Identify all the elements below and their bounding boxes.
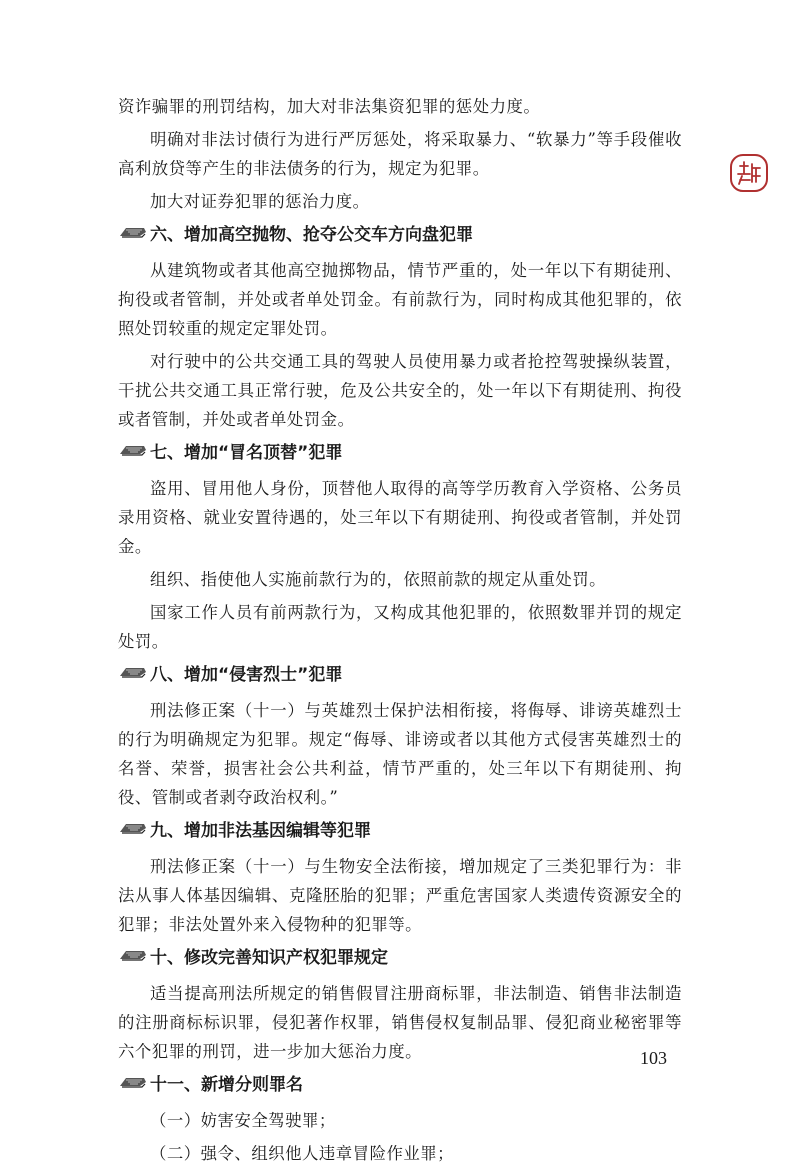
section-heading-text: 八、增加“侵害烈士”犯罪 xyxy=(150,665,343,685)
page-number: 103 xyxy=(640,1048,667,1068)
section-heading-text: 十一、新增分则罪名 xyxy=(150,1075,303,1095)
paragraph: 组织、指使他人实施前款行为的，依照前款的规定从重处罚。 xyxy=(150,570,607,589)
section-heading-text: 六、增加高空抛物、抢夺公交车方向盘犯罪 xyxy=(150,225,473,245)
book-pen-icon xyxy=(118,660,150,690)
section-heading xyxy=(118,220,682,250)
paragraph: 刑法修正案（十一）与英雄烈士保护法相衔接，将侮辱、诽谤英雄烈士的行为明确规定为犯罪。规定“侮辱、诽谤或者以其他方式侵害英雄烈士的名誉、荣誉，损害社会公共利益，情节严重的，处三年以下有期徒刑、拘役、管制或者剥夺政治权利。” xyxy=(118,701,682,807)
book-pen-icon xyxy=(118,438,150,468)
paragraph: （一）妨害安全驾驶罪； xyxy=(150,1111,336,1130)
paragraph: 从建筑物或者其他高空抛掷物品，情节严重的，处一年以下有期徒刑、拘役或者管制，并处或者单处罚金。有前款行为，同时构成其他犯罪的，依照处罚较重的规定定罪处罚。 xyxy=(118,261,682,338)
paragraph: 刑法修正案（十一）与生物安全法衔接，增加规定了三类犯罪行为：非法从事人体基因编辑、克隆胚胎的犯罪；严重危害国家人类遗传资源安全的犯罪；非法处置外来入侵物种的犯罪等。 xyxy=(118,857,682,934)
paragraph: 明确对非法讨债行为进行严厉惩处，将采取暴力、“软暴力”等手段催收高利放贷等产生的非法债务的行为，规定为犯罪。 xyxy=(118,130,682,178)
section-heading xyxy=(118,1070,682,1100)
page-body xyxy=(118,92,682,1172)
book-pen-icon xyxy=(118,1070,150,1100)
book-pen-icon xyxy=(118,220,150,250)
section-heading xyxy=(118,438,682,468)
paragraph: 盗用、冒用他人身份，顶替他人取得的高等学历教育入学资格、公务员录用资格、就业安置待遇的，处三年以下有期徒刑、拘役或者管制，并处罚金。 xyxy=(118,479,682,556)
paragraph: 加大对证券犯罪的惩治力度。 xyxy=(150,192,370,211)
section-heading-text: 九、增加非法基因编辑等犯罪 xyxy=(150,821,371,841)
paragraph: 资诈骗罪的刑罚结构，加大对非法集资犯罪的惩处力度。 xyxy=(118,97,541,116)
section-heading xyxy=(118,660,682,690)
section-heading-text: 七、增加“冒名顶替”犯罪 xyxy=(150,443,343,463)
book-pen-icon xyxy=(118,943,150,973)
paragraph: 适当提高刑法所规定的销售假冒注册商标罪，非法制造、销售非法制造的注册商标标识罪，侵犯著作权罪，销售侵权复制品罪、侵犯商业秘密罪等六个犯罪的刑罚，进一步加大惩治力度。 xyxy=(118,984,682,1061)
section-heading xyxy=(118,816,682,846)
paragraph: 国家工作人员有前两款行为，又构成其他犯罪的，依照数罪并罚的规定处罚。 xyxy=(118,603,682,651)
paragraph: （二）强令、组织他人违章冒险作业罪； xyxy=(150,1144,455,1163)
section-heading xyxy=(118,943,682,973)
paragraph: 对行驶中的公共交通工具的驾驶人员使用暴力或者抢控驾驶操纵装置，干扰公共交通工具正常行驶，危及公共安全的，处一年以下有期徒刑、拘役或者管制，并处或者单处罚金。 xyxy=(118,352,682,429)
book-pen-icon xyxy=(118,816,150,846)
chapter-seal-icon xyxy=(728,152,770,194)
section-heading-text: 十、修改完善知识产权犯罪规定 xyxy=(150,948,388,968)
